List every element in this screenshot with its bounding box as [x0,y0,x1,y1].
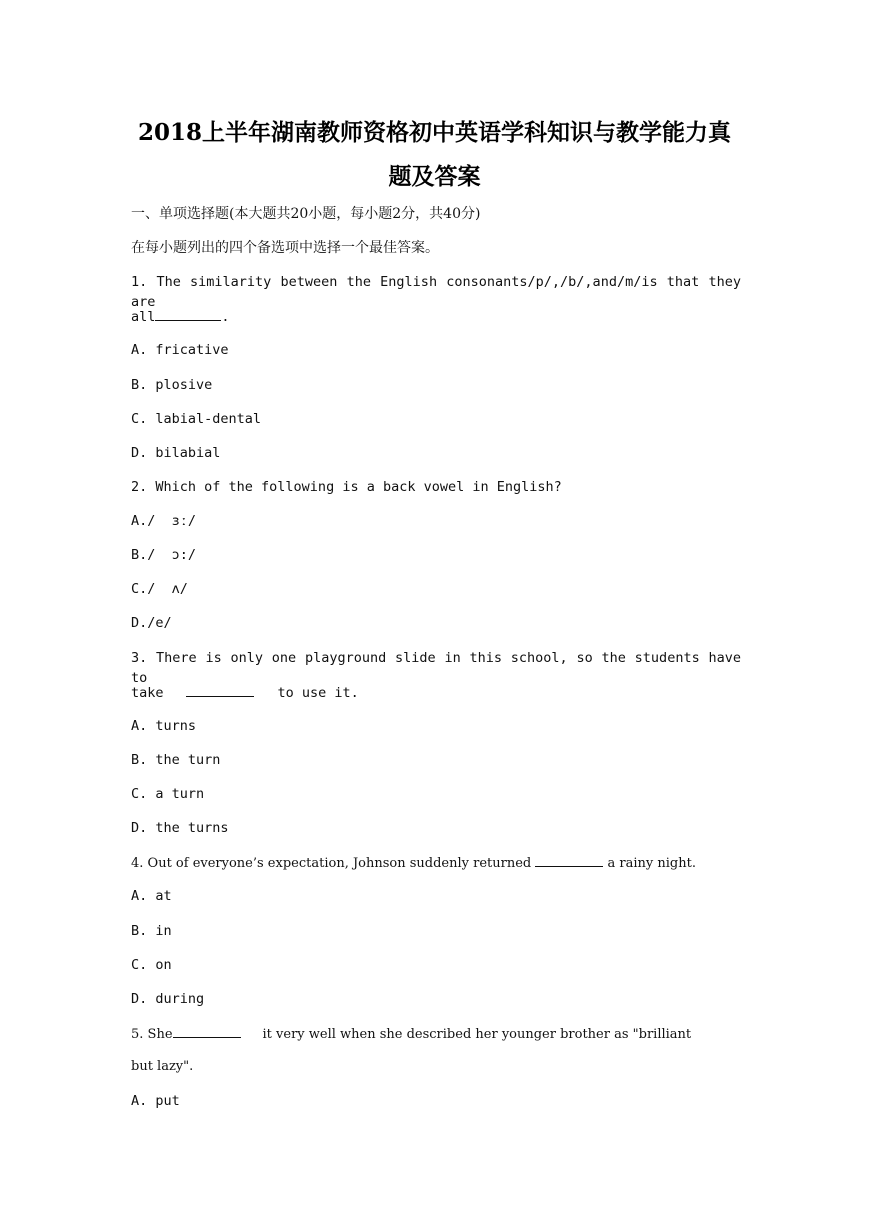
question-2-option-d: D./e/ [131,615,172,631]
question-3-option-b: B. the turn [131,752,221,768]
question-2-stem: 2. Which of the following is a back vowel in English? [131,479,562,495]
document-title-line-2: 题及答案 [388,163,481,190]
answer-blank [535,852,603,867]
question-5-stem-continued: but lazy". [131,1059,194,1074]
question-4-option-a: A. at [131,888,172,904]
question-4-option-c: C. on [131,957,172,973]
question-3-option-d: D. the turns [131,820,229,836]
section-heading: 一、单项选择题(本大题共20小题，每小题2分，共40分) [131,206,481,222]
document-title-line-1: 2018上半年湖南教师资格初中英语学科知识与教学能力真 [137,119,731,146]
answer-blank [155,306,221,321]
question-1-stem: 1. The similarity between the English consonants/p/,/b/,and/m/is that they are [131,274,741,310]
question-3-option-a: A. turns [131,718,197,734]
question-1-option-c: C. labial-dental [131,411,262,427]
question-2-option-a: A./ ɜː/ [131,513,197,529]
question-4-option-b: B. in [131,923,172,939]
answer-blank [173,1023,241,1038]
question-5-stem-end: it very well when she described her younger brother as "brilliant [262,1027,692,1042]
question-4-stem-text: 4. Out of everyone’s expectation, Johnson suddenly returned [131,856,532,871]
question-2-option-c: C./ ʌ/ [131,581,188,597]
section-instruction: 在每小题列出的四个备选项中选择一个最佳答案。 [131,240,439,256]
question-1-stem-end: . [221,309,230,325]
question-3-stem-continued [131,682,741,703]
question-1-stem-continued [131,306,741,327]
question-1-option-b: B. plosive [131,377,213,393]
question-4-option-d: D. during [131,991,205,1007]
question-4-stem [131,852,741,874]
question-1-option-a: A. fricative [131,342,229,358]
question-5-stem-text: 5. She [131,1027,173,1042]
question-3-stem-text: take [131,685,164,701]
question-1-option-d: D. bilabial [131,445,221,461]
question-3-stem-end: to use it. [277,685,359,701]
question-4-stem-end: a rainy night. [607,856,696,871]
question-3-option-c: C. a turn [131,786,205,802]
question-3-stem: 3. There is only one playground slide in this school, so the students have to [131,650,741,686]
answer-blank [186,682,254,697]
question-2-option-b: B./ ɔ:/ [131,547,197,563]
question-5-stem [131,1023,741,1045]
question-1-stem-text: all [131,309,156,325]
question-5-option-a: A. put [131,1093,180,1109]
